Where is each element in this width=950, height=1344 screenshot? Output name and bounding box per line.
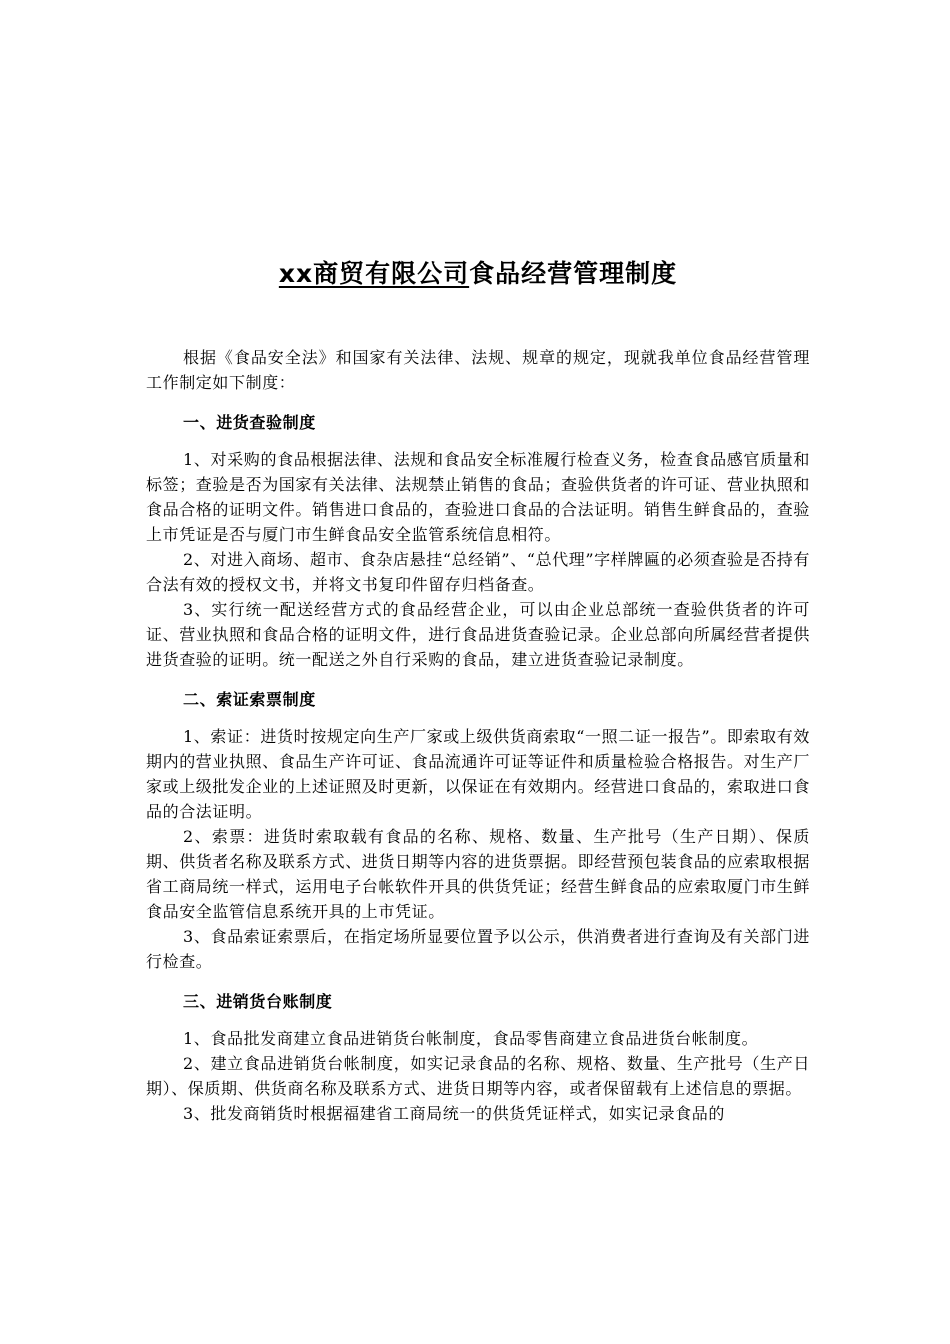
company-name: xx商贸有限公司 xyxy=(278,259,470,288)
paragraph: 2、建立食品进销货台帐制度，如实记录食品的名称、规格、数量、生产批号（生产日期）、保质期、供货商名称及联系方式、进货日期等内容，或者保留载有上述信息的票据。 xyxy=(146,1054,810,1098)
document-body xyxy=(146,345,810,1126)
document-title xyxy=(146,254,810,294)
paragraph: 2、索票：进货时索取载有食品的名称、规格、数量、生产批号（生产日期）、保质期、供货者名称及联系方式、进货日期等内容的进货票据。即经营预包装食品的应索取根据省工商局统一样式，运用电子台帐软件开具的供货凭证；经营生鲜食品的应索取厦门市生鲜食品安全监管信息系统开具的上市凭证。 xyxy=(146,827,811,921)
paragraph: 1、食品批发商建立食品进销货台帐制度，食品零售商建立食品进货台帐制度。 xyxy=(183,1029,759,1048)
paragraph: 3、实行统一配送经营方式的食品经营企业，可以由企业总部统一查验供货者的许可证、营业执照和食品合格的证明文件，进行食品进货查验记录。企业总部向所属经营者提供进货查验的证明。统一配送之外自行采购的食品，建立进货查验记录制度。 xyxy=(146,600,811,669)
paragraph: 2、对进入商场、超市、食杂店悬挂“总经销”、“总代理”字样牌匾的必须查验是否持有合法有效的授权文书，并将文书复印件留存归档备查。 xyxy=(146,550,810,594)
paragraph: 3、批发商销货时根据福建省工商局统一的供货凭证样式，如实记录食品的 xyxy=(183,1104,725,1123)
section-heading: 一、进货查验制度 xyxy=(183,413,316,432)
title-rest: 食品经营管理制度 xyxy=(469,259,678,288)
paragraph: 1、索证：进货时按规定向生产厂家或上级供货商索取“一照二证一报告”。即索取有效期内的营业执照、食品生产许可证、食品流通许可证等证件和质量检验合格报告。对生产厂家或上级批发企业的上述证照及时更新，以保证在有效期内。经营进口食品的，索取进口食品的合法证明。 xyxy=(146,727,811,821)
section-heading: 二、索证索票制度 xyxy=(183,690,316,709)
section-heading: 三、进销货台账制度 xyxy=(183,992,333,1011)
intro-paragraph: 根据《食品安全法》和国家有关法律、法规、规章的规定，现就我单位食品经营管理工作制定如下制度： xyxy=(146,348,810,392)
paragraph: 3、食品索证索票后，在指定场所显要位置予以公示，供消费者进行查询及有关部门进行检查。 xyxy=(146,927,810,971)
paragraph: 1、对采购的食品根据法律、法规和食品安全标准履行检查义务，检查食品感官质量和标签；查验是否为国家有关法律、法规禁止销售的食品；查验供货者的许可证、营业执照和食品合格的证明文件。销售进口食品的，查验进口食品的合法证明。销售生鲜食品的，查验上市凭证是否与厦门市生鲜食品安全监管系统信息相符。 xyxy=(146,450,811,544)
